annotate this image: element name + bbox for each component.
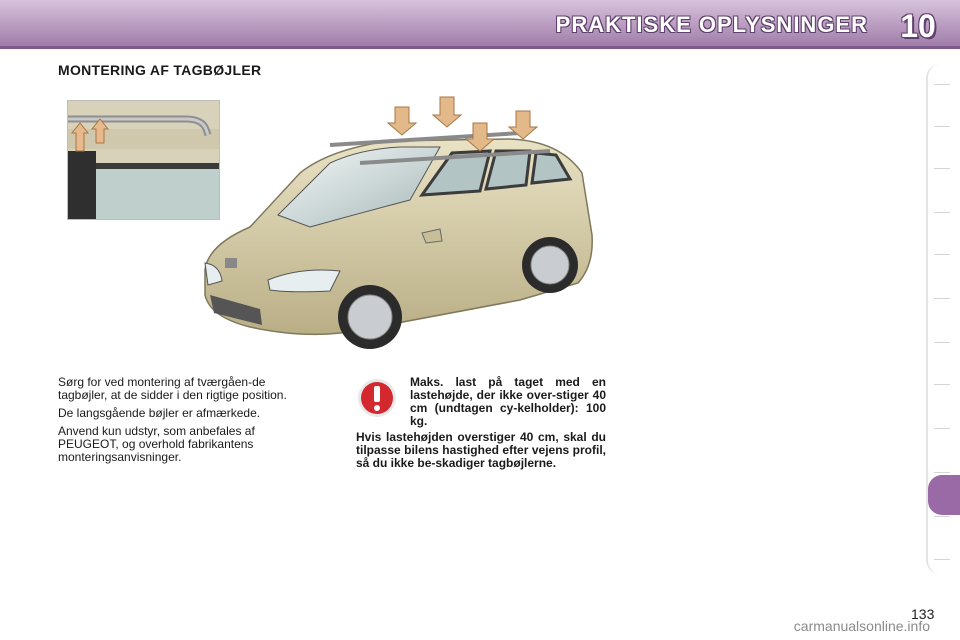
instruction-paragraph: Sørg for ved montering af tværgåen-de tagbøjler, at de sidder i den rigtige position. (58, 375, 287, 402)
chapter-title: PRAKTISKE OPLYSNINGER (555, 12, 868, 37)
chapter-tab-active[interactable] (928, 475, 960, 515)
car-illustration (190, 95, 600, 357)
tab-divider (934, 298, 950, 299)
section-title: MONTERING AF TAGBØJLER (58, 62, 262, 78)
instruction-paragraph: De langsgående bøjler er afmærkede. (58, 406, 261, 420)
tab-divider (934, 472, 950, 473)
header-divider (0, 46, 960, 49)
page-number: 133 (911, 606, 935, 622)
tab-divider (934, 342, 950, 343)
watermark: carmanualsonline.info (793, 618, 930, 634)
tab-divider (934, 212, 950, 213)
instructions-text (58, 376, 310, 469)
tab-divider (934, 559, 950, 560)
warning-text-height: Hvis lastehøjden overstiger 40 cm, skal du tilpasse bilens hastighed efter vejens profil, så du ikke be-skadiger tagbøjlerne. (356, 430, 606, 470)
tab-divider (934, 254, 950, 255)
tab-divider (934, 384, 950, 385)
warning-text-load: Maks. last på taget med en lastehøjde, der ikke over-stiger 40 cm (undtagen cy-kelholder): 100 kg. (410, 375, 606, 428)
tab-divider (934, 428, 950, 429)
tab-divider (934, 126, 950, 127)
tab-divider (934, 516, 950, 517)
exclamation-icon (357, 378, 397, 418)
tab-divider (934, 84, 950, 85)
tab-divider (934, 168, 950, 169)
instruction-paragraph: Anvend kun udstyr, som anbefales af PEUGEOT, og overhold fabrikantens monteringsanvisninger. (58, 424, 255, 464)
chapter-number: 10 (900, 8, 936, 44)
